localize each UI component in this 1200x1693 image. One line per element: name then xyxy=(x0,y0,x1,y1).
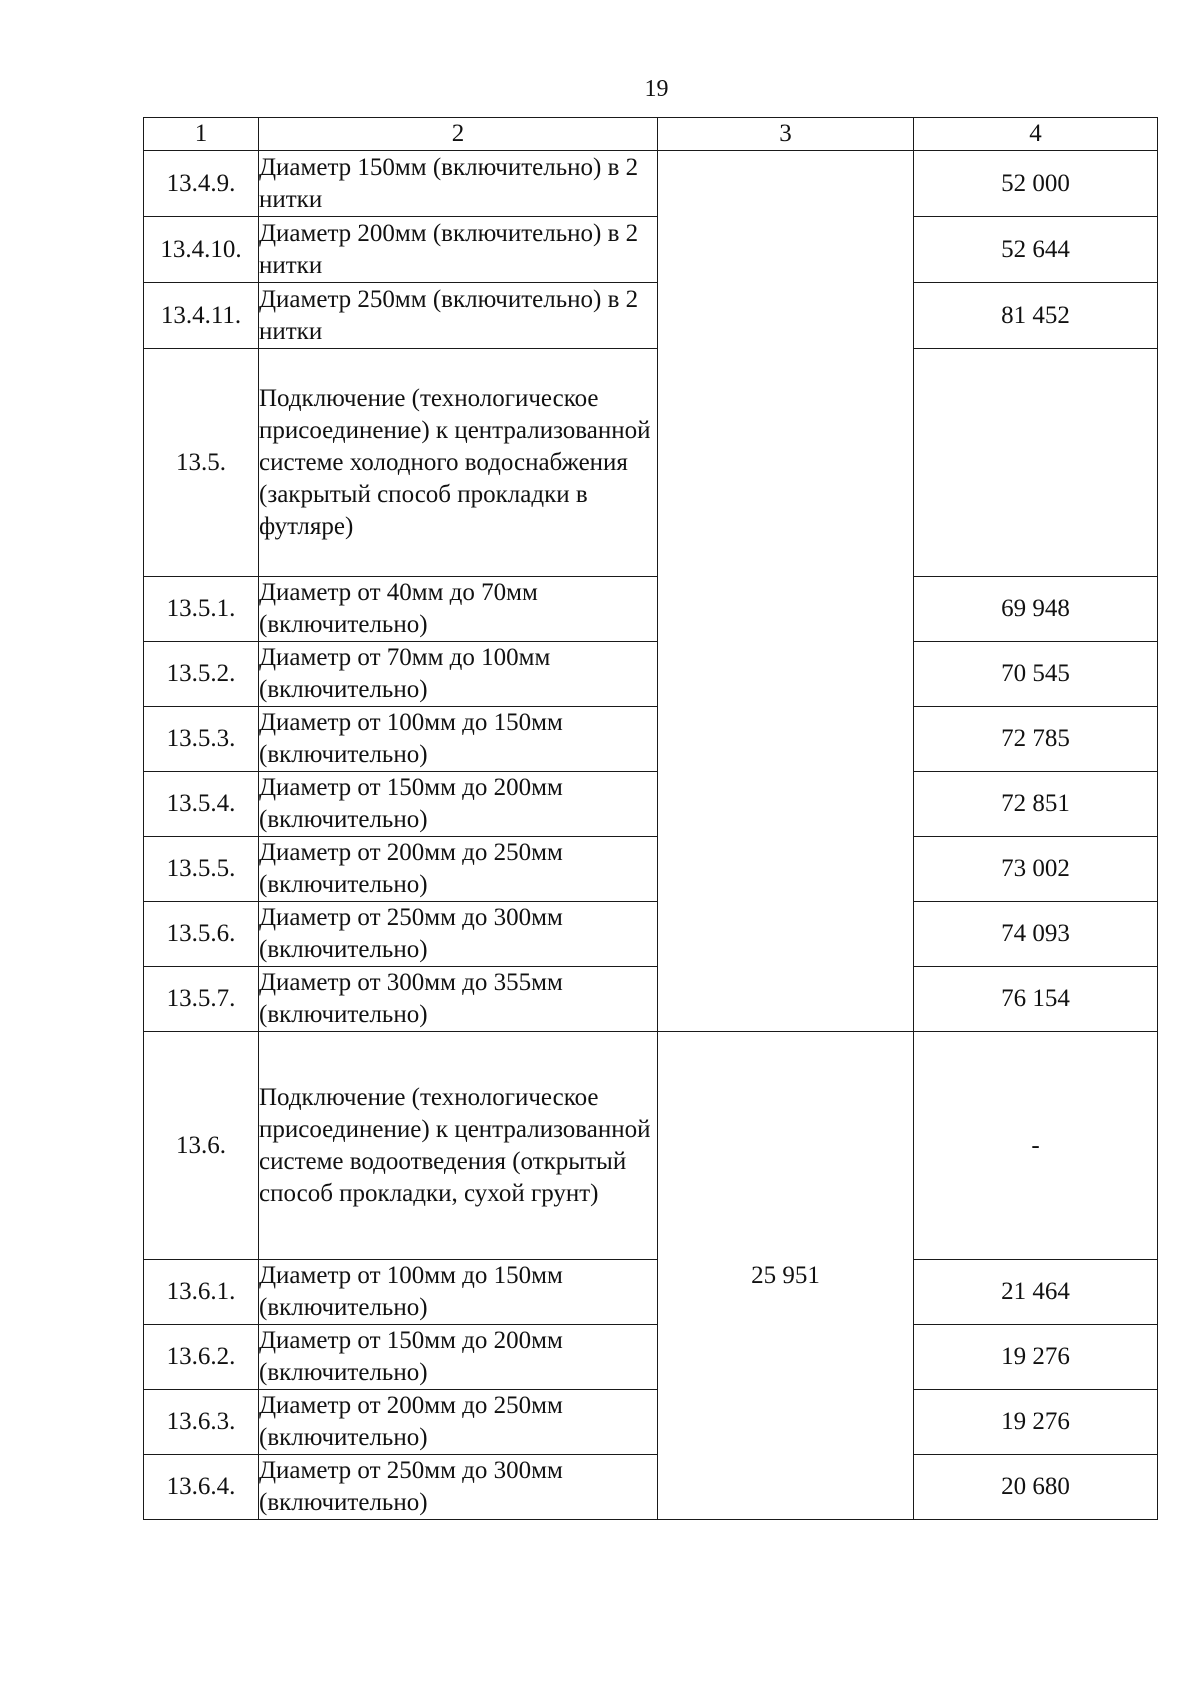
row-price: 21 464 xyxy=(914,1260,1158,1325)
table-row xyxy=(144,902,1158,967)
row-description: Диаметр 150мм (включительно) в 2 нитки xyxy=(259,151,658,217)
table-row xyxy=(144,837,1158,902)
section-description: Подключение (технологическое присоединение) к централизованной системе водоотведения (открытый способ прокладки, сухой грунт) xyxy=(259,1032,658,1260)
row-number: 13.4.10. xyxy=(144,217,259,283)
row-price: 52 000 xyxy=(914,151,1158,217)
table-row xyxy=(144,1325,1158,1390)
table-row xyxy=(144,577,1158,642)
row-description: Диаметр от 300мм до 355мм (включительно) xyxy=(259,967,658,1032)
row-number: 13.5.1. xyxy=(144,577,259,642)
row-price: 81 452 xyxy=(914,283,1158,349)
column-header-3: 3 xyxy=(658,118,914,151)
row-description: Диаметр от 150мм до 200мм (включительно) xyxy=(259,1325,658,1390)
table-header-row xyxy=(144,118,1158,151)
table-row xyxy=(144,1455,1158,1520)
fee-cell-group-2: 25 951 xyxy=(658,1032,914,1520)
row-number: 13.5.4. xyxy=(144,772,259,837)
table-row xyxy=(144,1390,1158,1455)
row-price: 20 680 xyxy=(914,1455,1158,1520)
row-price: 19 276 xyxy=(914,1390,1158,1455)
row-price: 19 276 xyxy=(914,1325,1158,1390)
table-row xyxy=(144,707,1158,772)
table-row-section xyxy=(144,349,1158,577)
row-price: 69 948 xyxy=(914,577,1158,642)
row-description: Диаметр от 200мм до 250мм (включительно) xyxy=(259,1390,658,1455)
row-number: 13.4.9. xyxy=(144,151,259,217)
row-number: 13.5. xyxy=(144,349,259,577)
fee-cell-group-1 xyxy=(658,151,914,1032)
row-price: - xyxy=(914,1032,1158,1260)
table-row xyxy=(144,642,1158,707)
table-row xyxy=(144,283,1158,349)
row-number: 13.6.4. xyxy=(144,1455,259,1520)
row-number: 13.6.2. xyxy=(144,1325,259,1390)
row-price: 76 154 xyxy=(914,967,1158,1032)
table-row xyxy=(144,967,1158,1032)
row-number: 13.5.7. xyxy=(144,967,259,1032)
row-description: Диаметр 200мм (включительно) в 2 нитки xyxy=(259,217,658,283)
row-description: Диаметр от 40мм до 70мм (включительно) xyxy=(259,577,658,642)
row-price: 72 785 xyxy=(914,707,1158,772)
table-row-section xyxy=(144,1032,1158,1260)
row-description: Диаметр от 200мм до 250мм (включительно) xyxy=(259,837,658,902)
row-description: Диаметр 250мм (включительно) в 2 нитки xyxy=(259,283,658,349)
row-number: 13.5.2. xyxy=(144,642,259,707)
page-number: 19 xyxy=(644,76,669,102)
row-price: 70 545 xyxy=(914,642,1158,707)
table-row xyxy=(144,772,1158,837)
row-description: Диаметр от 100мм до 150мм (включительно) xyxy=(259,707,658,772)
table-row xyxy=(144,151,1158,217)
row-description: Диаметр от 70мм до 100мм (включительно) xyxy=(259,642,658,707)
row-description: Диаметр от 100мм до 150мм (включительно) xyxy=(259,1260,658,1325)
row-number: 13.5.6. xyxy=(144,902,259,967)
column-header-4: 4 xyxy=(914,118,1158,151)
table-row xyxy=(144,217,1158,283)
row-number: 13.5.5. xyxy=(144,837,259,902)
tariff-table xyxy=(143,117,1158,1520)
row-description: Диаметр от 250мм до 300мм (включительно) xyxy=(259,1455,658,1520)
column-header-2: 2 xyxy=(259,118,658,151)
row-price: 73 002 xyxy=(914,837,1158,902)
row-number: 13.6. xyxy=(144,1032,259,1260)
row-description: Диаметр от 250мм до 300мм (включительно) xyxy=(259,902,658,967)
section-description: Подключение (технологическое присоединение) к централизованной системе холодного водоснабжения (закрытый способ прокладки в футляре) xyxy=(259,349,658,577)
table-row xyxy=(144,1260,1158,1325)
row-price xyxy=(914,349,1158,577)
row-number: 13.4.11. xyxy=(144,283,259,349)
row-number: 13.5.3. xyxy=(144,707,259,772)
row-number: 13.6.1. xyxy=(144,1260,259,1325)
column-header-1: 1 xyxy=(144,118,259,151)
row-price: 72 851 xyxy=(914,772,1158,837)
row-price: 52 644 xyxy=(914,217,1158,283)
row-number: 13.6.3. xyxy=(144,1390,259,1455)
row-description: Диаметр от 150мм до 200мм (включительно) xyxy=(259,772,658,837)
row-price: 74 093 xyxy=(914,902,1158,967)
